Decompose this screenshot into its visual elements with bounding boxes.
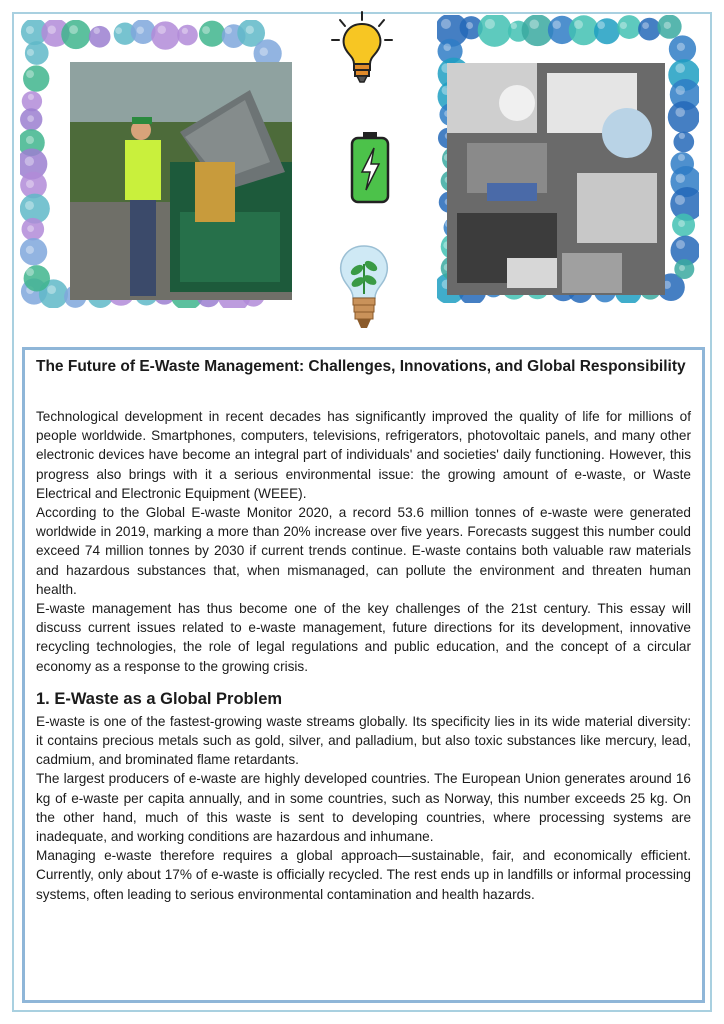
bubble-highlight xyxy=(485,19,495,29)
bubble-highlight xyxy=(27,49,34,56)
bubble-highlight xyxy=(27,225,34,232)
document-title: The Future of E-Waste Management: Challenges, Innovations, and Global Responsibility xyxy=(36,358,686,375)
bubble-highlight xyxy=(26,268,34,276)
bubble-highlight xyxy=(26,180,34,188)
bubble-highlight xyxy=(246,26,254,34)
lightbulb-icon xyxy=(330,10,394,93)
bubble-highlight xyxy=(676,86,685,95)
article-text-box xyxy=(22,347,705,1003)
bubble-highlight xyxy=(676,240,685,249)
bubble-highlight xyxy=(157,25,166,34)
bubble xyxy=(151,21,179,49)
bubble-highlight xyxy=(28,94,34,100)
bubble xyxy=(478,15,512,47)
recycling-worker-photo xyxy=(70,62,292,300)
intro-paragraph: E-waste management has thus become one of the key challenges of the 21st century. This essay will discuss current issues related to e-waste management, future directions for its development, innovative recycling technologies, the role of legal regulations and public education, and the concept of a circular economy as a response to the growing crisis. xyxy=(36,601,691,674)
bubble-highlight xyxy=(511,23,517,29)
bubble xyxy=(177,25,198,46)
section-heading: 1. E-Waste as a Global Problem xyxy=(36,689,283,708)
bubble xyxy=(23,65,49,91)
section-paragraph: Managing e-waste therefore requires a global approach—sustainable, fair, and economically efficient. Currently, only about 17% of e-waste is officially recycled. The rest ends up in landfills or informal processing systems, often leading to serious environmental contamination and health hazards. xyxy=(36,848,691,902)
bubble-highlight xyxy=(529,19,539,29)
bubble-highlight xyxy=(26,246,34,254)
bubble-highlight xyxy=(642,22,649,29)
bubble-highlight xyxy=(443,43,451,51)
bubble-highlight xyxy=(48,26,56,34)
bubble-highlight xyxy=(679,265,685,271)
bubble-highlight xyxy=(25,157,34,166)
bubble xyxy=(594,18,620,44)
bubble-highlight xyxy=(620,22,627,29)
section-paragraph: E-waste is one of the fastest-growing waste streams globally. Its specificity lies in its wide material diversity: it contains precious metals such as gold, silver, and palladium, but also toxic substances like mercury, lead, cadmium, and brominated flame retardants. xyxy=(36,713,691,768)
bubble-highlight xyxy=(678,220,685,227)
bubble-highlight xyxy=(69,25,78,34)
bubble xyxy=(89,26,111,48)
bubble-highlight xyxy=(466,22,473,29)
bubble-highlight xyxy=(27,115,34,122)
bubble xyxy=(638,18,661,41)
bubble-highlight xyxy=(260,48,268,56)
bubble-highlight xyxy=(675,195,685,205)
bubble-highlight xyxy=(115,27,122,34)
bubble-highlight xyxy=(678,154,685,161)
bubble xyxy=(199,21,225,47)
bubble-highlight xyxy=(677,43,685,51)
bubble-highlight xyxy=(93,27,100,34)
bubble-highlight xyxy=(597,21,605,29)
bubble-highlight xyxy=(441,19,451,29)
bubble-highlight xyxy=(675,107,685,117)
bubble-highlight xyxy=(137,27,144,34)
bubble-highlight xyxy=(664,22,671,29)
bubble-highlight xyxy=(574,20,583,29)
bubble xyxy=(668,101,699,133)
battery-icon xyxy=(348,130,392,211)
bubble-highlight xyxy=(552,20,561,29)
eco-lightbulb-icon xyxy=(333,240,395,343)
bubble-highlight xyxy=(26,26,34,34)
bubble xyxy=(20,238,47,265)
electronic-waste-photo xyxy=(447,63,665,295)
bubble-highlight xyxy=(676,174,685,183)
bubble-highlight xyxy=(26,70,34,78)
bubble-highlight xyxy=(202,26,210,34)
intro-paragraph: Technological development in recent decades has significantly improved the quality of life for millions of people worldwide. Smartphones, computers, televisions, refrigerators, photovoltaic panels, and many other electronic devices have become an integral part of individuals' and societies' daily functioning. However, this progress also brings with it a serious environmental issue: the growing amount of e-waste, or Waste Electrical and Electronic Equipment (WEEE). xyxy=(36,409,691,501)
bubble-highlight xyxy=(679,133,685,139)
bubble-highlight xyxy=(25,201,34,210)
right-bubble-frame xyxy=(437,15,699,303)
bubble-highlight xyxy=(182,28,188,34)
bubble xyxy=(61,20,90,49)
bubble-highlight xyxy=(225,27,232,34)
section-paragraph: The largest producers of e-waste are highly developed countries. The European Union generates around 16 kg of e-waste per capita annually, and in some countries, such as Norway, this number exceeds 25 kg. On the other hand, much of this waste is sent to developing countries, where processing systems are inadequate, and working conditions are hazardous and inhumane. xyxy=(36,771,691,845)
left-bubble-frame xyxy=(20,20,282,308)
bubble-highlight xyxy=(26,136,34,144)
intro-paragraph: According to the Global E-waste Monitor 2020, a record 53.6 million tonnes of e-waste were generated worldwide in 2019, marking a more than 20% increase over five years. Forecasts suggest this number could exceed 74 million tonnes by 2030 if current trends continue. E-waste contains both valuable raw materials and hazardous substances that, when mismanaged, can pollute the environment and threaten human health. xyxy=(36,505,691,597)
bubble-highlight xyxy=(675,63,685,73)
bubble-highlight xyxy=(47,285,56,294)
